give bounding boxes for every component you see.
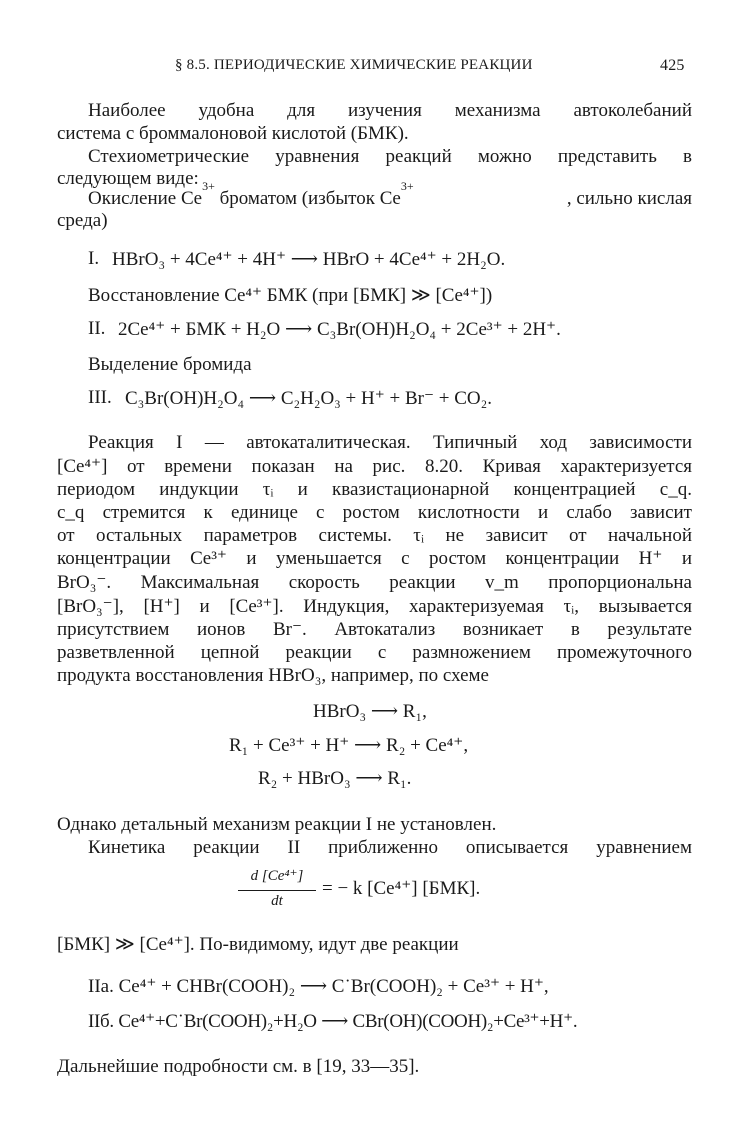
intro-line-2: система с броммалоновой кислотой (БМК). (57, 123, 409, 144)
rate-numerator: d [Ce⁴⁺] (250, 868, 304, 884)
intro-l5-c: броматом (избыток Ce (214, 188, 401, 209)
reaction-2b: IIб. Ce⁴⁺+C˙Br(COOH)₂+H₂O ⟶ CBr(OH)(COOH)₂+Ce³⁺+H⁺. (88, 1011, 578, 1032)
bromide-heading: Выделение бромида (88, 354, 252, 375)
scheme-step-2: R₁ + Ce³⁺ + H⁺ ⟶ R₂ + Ce⁴⁺, (229, 735, 469, 756)
discussion-line-9: присутствием ионов Br⁻. Автокатализ возникает в результате (57, 619, 692, 640)
further-details: Дальнейшие подробности см. в [19, 33—35]. (57, 1056, 420, 1077)
kinetics-line-1: Однако детальный механизм реакции I не установлен. (57, 814, 497, 835)
scheme-step-1: HBrO₃ ⟶ R₁, (313, 701, 427, 722)
intro-l5-e: , сильно кислая (566, 188, 692, 209)
discussion-line-3: периодом индукции τᵢ и квазистационарной концентрацией c_q. (57, 479, 692, 500)
reaction-2a: IIa. Ce⁴⁺ + CHBr(COOH)₂ ⟶ C˙Br(COOH)₂ + Ce³⁺ + H⁺, (88, 976, 549, 997)
discussion-line-2: [Ce⁴⁺] от времени показан на рис. 8.20. Кривая характеризуется (57, 456, 692, 477)
reaction-3-label: III. (88, 387, 112, 408)
reaction-1-label: I. (88, 248, 100, 269)
page-number: 425 (660, 57, 685, 74)
discussion-line-8: [BrO₃⁻], [H⁺] и [Ce³⁺]. Индукция, характеризуемая τᵢ, вызывается (57, 596, 692, 617)
discussion-line-6: концентрации Ce³⁺ и уменьшается с ростом концентрации H⁺ и (57, 548, 692, 569)
kinetics-line-3: [БМК] ≫ [Ce⁴⁺]. По-видимому, идут две реакции (57, 934, 459, 955)
intro-line-5 (88, 179, 692, 212)
intro-line-6: среда) (57, 210, 108, 231)
discussion-line-10: разветвленной цепной реакции с размножением промежуточного (57, 642, 692, 663)
intro-line-3: Стехиометрические уравнения реакций можно представить в (88, 146, 692, 167)
reaction-2-label: II. (88, 318, 106, 339)
intro-line-1: Наиболее удобна для изучения механизма автоколебаний (88, 100, 692, 121)
reaction-3: C₃Br(OH)H₂O₄ ⟶ C₂H₂O₃ + H⁺ + Br⁻ + CO₂. (125, 388, 493, 409)
discussion-line-7: BrO₃⁻. Максимальная скорость реакции v_m пропорциональна (57, 572, 692, 593)
discussion-line-11: продукта восстановления HBrO₃, например, по схеме (57, 665, 489, 686)
rate-denominator: dt (271, 893, 283, 909)
reaction-2: 2Ce⁴⁺ + БМК + H₂O ⟶ C₃Br(OH)H₂O₄ + 2Ce³⁺ + 2H⁺. (118, 319, 561, 340)
reduction-heading: Восстановление Ce⁴⁺ БМК (при [БМК] ≫ [Ce⁴⁺]) (88, 285, 493, 306)
fraction-bar (238, 890, 316, 891)
reaction-1: HBrO₃ + 4Ce⁴⁺ + 4H⁺ ⟶ HBrO + 4Ce⁴⁺ + 2H₂O. (112, 249, 506, 270)
rate-fraction (238, 866, 316, 916)
intro-l5-b: 3+ (202, 179, 215, 193)
intro-line-4: следующем виде: (57, 168, 199, 189)
intro-l5-d: 3+ (400, 179, 414, 193)
discussion-line-1: Реакция I — автокаталитическая. Типичный ход зависимости (88, 432, 692, 453)
scheme-step-3: R₂ + HBrO₃ ⟶ R₁. (258, 768, 412, 789)
running-header: § 8.5. ПЕРИОДИЧЕСКИЕ ХИМИЧЕСКИЕ РЕАКЦИИ (175, 57, 533, 73)
kinetics-line-2: Кинетика реакции II приближенно описывается уравнением (88, 837, 692, 858)
discussion-line-4: c_q стремится к единице с ростом кислотности и слабо зависит (57, 502, 692, 523)
discussion-line-5: от остальных параметров системы. τᵢ не зависит от начальной (57, 525, 692, 546)
intro-l5-a: Окисление Ce (88, 188, 203, 209)
rate-rhs: = − k [Ce⁴⁺] [БМК]. (322, 878, 481, 899)
